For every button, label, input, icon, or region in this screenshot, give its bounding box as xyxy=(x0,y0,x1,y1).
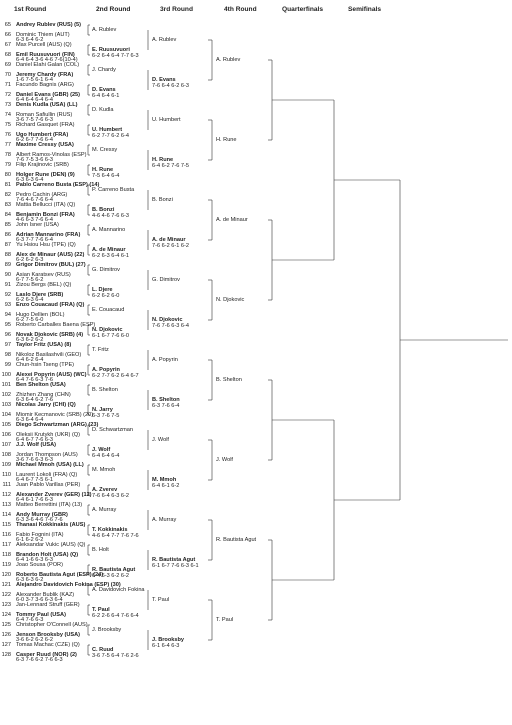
player-name: D. Evans xyxy=(92,87,116,93)
match-score: 6-3 6-3 6-2 xyxy=(16,577,44,584)
player-name: H. Rune xyxy=(216,137,237,143)
player-name: N. Djokovic xyxy=(152,317,183,323)
match-score: 6-2 6-3 6-4 6-1 xyxy=(92,253,130,259)
player-name: A. Popyrin xyxy=(152,357,178,363)
match-score: 6-1 6-4 6-3 xyxy=(152,643,180,649)
seed-number: 70 xyxy=(4,72,11,78)
player-name: Ugo Humbert (FRA) xyxy=(16,132,69,138)
seed-number: 117 xyxy=(2,542,11,548)
player-name: U. Humbert xyxy=(92,127,123,133)
seed-number: 67 xyxy=(4,42,11,48)
match-score: 6-4 6-4 6-1 xyxy=(92,93,120,99)
player-name: E. Ruusuvuori xyxy=(92,47,130,53)
seed-number: 93 xyxy=(4,302,11,308)
player-name: Pedro Cachin (ARG) xyxy=(16,192,68,198)
match-score: 1-6 7-5 6-1 6-4 xyxy=(16,77,54,84)
seed-number: 114 xyxy=(2,512,11,518)
player-name: J. Wolf xyxy=(152,437,169,443)
round-header-4: 4th Round xyxy=(224,6,257,13)
seed-number: 127 xyxy=(1,642,11,648)
player-name: Grigor Dimitrov (BUL) (27) xyxy=(16,262,86,268)
player-name: E. Couacaud xyxy=(92,307,125,313)
match-score: 6-2 7-5 6-0 xyxy=(16,317,44,324)
match-score: 7-6 6-2 6-1 6-2 xyxy=(152,243,190,249)
player-name: A. Rublev xyxy=(216,57,241,63)
match-score: 4-6 6-4 7-7 7-6 7-6 xyxy=(92,533,139,539)
player-name: Alexander Zverev (GER) (12) xyxy=(16,492,92,498)
player-name: A. Mannarino xyxy=(92,227,126,233)
seed-number: 104 xyxy=(1,412,11,418)
player-name: U. Humbert xyxy=(152,117,181,123)
player-name: B. Shelton xyxy=(216,377,242,383)
player-name: L. Djere xyxy=(92,287,113,293)
match-score: 7-6 6-4 6-2 6-3 xyxy=(152,83,190,89)
player-name: Ben Shelton (USA) xyxy=(16,382,66,388)
seed-number: 123 xyxy=(1,602,11,608)
player-name: N. Djokovic xyxy=(216,297,245,303)
round-header-2: 2nd Round xyxy=(96,6,131,13)
seed-number: 125 xyxy=(1,622,11,628)
player-name: Richard Gasquet (FRA) xyxy=(16,122,75,128)
match-score: 6-4 7-6 6-3 xyxy=(16,617,44,624)
match-score: 6-3 6-4 6-2 7-6 xyxy=(16,397,54,404)
seed-number: 116 xyxy=(2,532,11,538)
player-name: Nicolas Jarry (CHI) (Q) xyxy=(16,402,76,408)
player-name: D. Schwartzman xyxy=(92,427,134,433)
match-score: 6-4 6-3 6-2 6-2 xyxy=(92,573,130,579)
player-name: Chun-hsin Tseng (TPE) xyxy=(16,362,75,368)
seed-number: 65 xyxy=(4,22,11,28)
player-name: Michael Mmoh (USA) (LL) xyxy=(16,462,84,468)
match-score: 6-3 7-6 6-4 xyxy=(152,403,180,409)
round-header-6: Semifinals xyxy=(348,6,381,13)
player-name: Andy Murray (GBR) xyxy=(16,512,68,518)
player-name: Zizou Bergs (BEL) (Q) xyxy=(16,282,72,288)
player-name: R. Bautista Agut xyxy=(92,567,136,573)
seed-number: 81 xyxy=(4,182,11,188)
match-score: 6-2 6-2 6-0 xyxy=(92,293,120,299)
match-score: 6-3 7-6 6-2 7-6 6-3 xyxy=(16,657,63,664)
player-name: A. Rublev xyxy=(92,27,117,33)
player-name: B. Holt xyxy=(92,547,109,553)
player-name: Miomir Kecmanovic (SRB) (20) xyxy=(16,412,94,418)
seed-number: 98 xyxy=(4,352,11,358)
player-name: J. Brooksby xyxy=(152,637,185,643)
match-score: 6-4 6-4 6-4 xyxy=(92,453,120,459)
match-score: 3-6 7-5 6-4 7-6 2-6 xyxy=(92,653,139,659)
seed-number: 91 xyxy=(4,282,11,288)
match-score: 6-3 3-6 4-6 7-6 7-6 xyxy=(16,517,63,524)
player-name: Laurent Lokoli (FRA) (Q) xyxy=(16,472,78,478)
seed-number: 121 xyxy=(1,582,11,588)
player-name: M. Mmoh xyxy=(92,467,116,473)
round-header-3: 3rd Round xyxy=(160,6,193,13)
seed-number: 89 xyxy=(4,262,11,268)
seed-number: 76 xyxy=(4,132,11,138)
seed-number: 90 xyxy=(4,272,11,278)
match-score: 6-2 2-6 6-4 7-6 6-4 xyxy=(92,613,139,619)
seed-number: 126 xyxy=(1,632,11,638)
player-name: Roberto Carballes Baena (ESP) xyxy=(16,322,96,328)
player-name: Asian Karatsev (RUS) xyxy=(16,272,71,278)
match-score: 6-4 6-2 7-6 7-5 xyxy=(152,163,190,169)
player-name: C. Ruud xyxy=(92,647,114,653)
seed-number: 85 xyxy=(4,222,11,228)
player-name: B. Bonzi xyxy=(152,197,173,203)
match-score: 7-6 6-4 6-3 6-2 xyxy=(92,493,130,499)
seed-number: 69 xyxy=(4,62,11,68)
player-name: J. Chardy xyxy=(92,67,116,73)
match-score: 6-3 7-7 7-6 6-4 xyxy=(16,237,54,244)
player-name: Casper Ruud (NOR) (2) xyxy=(16,652,77,658)
seed-number: 77 xyxy=(4,142,11,148)
player-name: Matteo Berrettini (ITA) (13) xyxy=(16,502,83,508)
match-score: 6-2 7-7 6-2 6-4 6-7 xyxy=(92,373,139,379)
seed-number: 115 xyxy=(2,522,11,528)
player-name: J. Wolf xyxy=(92,447,111,453)
seed-number: 83 xyxy=(4,202,11,208)
match-score: 6-7 7-5 6-2 xyxy=(16,277,44,284)
match-score: 6-1 6-7 7-6 6-3 6-1 xyxy=(152,563,199,569)
seed-number: 113 xyxy=(2,502,11,508)
player-name: Laslo Djere (SRB) xyxy=(16,292,64,298)
player-name: Alexander Bublik (KAZ) xyxy=(16,592,75,598)
seed-number: 111 xyxy=(2,482,11,488)
player-name: P. Carreno Busta xyxy=(92,187,135,193)
player-name: Facundo Bagnis (ARG) xyxy=(16,82,74,88)
seed-number: 87 xyxy=(4,242,11,248)
player-name: Juan Pablo Varillas (PER) xyxy=(16,482,81,488)
seed-number: 75 xyxy=(4,122,11,128)
player-name: Joao Sousa (POR) xyxy=(16,562,63,568)
player-name: Nikoloz Basilashvili (GEO) xyxy=(16,352,82,358)
seed-number: 128 xyxy=(1,652,11,658)
player-name: Aleksandar Vukic (AUS) (Q) xyxy=(16,542,86,548)
match-score: 4-6 4-6 7-6 6-3 xyxy=(92,213,130,219)
player-name: R. Bautista Agut xyxy=(216,537,257,543)
player-name: A. de Minaur xyxy=(92,247,126,253)
round-header-5: Quarterfinals xyxy=(282,6,324,13)
match-score: 6-3 6-3 6-4 xyxy=(16,177,44,184)
player-name: T. Fritz xyxy=(92,347,109,353)
player-name: A. Rublev xyxy=(152,37,177,43)
seed-number: 74 xyxy=(4,112,11,118)
match-score: 6-2 6-4 6-4 7-7 6-3 xyxy=(92,53,139,59)
seed-number: 124 xyxy=(1,612,11,618)
player-name: Andrey Rublev (RUS) (5) xyxy=(16,22,81,28)
round-header-1: 1st Round xyxy=(14,6,47,13)
seed-number: 78 xyxy=(4,152,11,158)
seed-number: 99 xyxy=(4,362,11,368)
player-name: B. Shelton xyxy=(92,387,118,393)
seed-number: 84 xyxy=(4,212,11,218)
player-name: A. Murray xyxy=(152,517,177,523)
player-name: N. Djokovic xyxy=(92,327,123,333)
player-name: D. Evans xyxy=(152,77,176,83)
seed-number: 73 xyxy=(4,102,11,108)
seed-number: 68 xyxy=(4,52,11,58)
match-score: 6-0 3-7 3-6 6-3 6-4 xyxy=(16,597,63,604)
player-name: John Isner (USA) xyxy=(16,222,59,228)
match-score: 6-4 6-1 7-6 6-3 xyxy=(16,497,54,504)
player-name: Yu Hsiou Hsu (TPE) (Q) xyxy=(16,242,76,248)
match-score: 6-4 6-1 6-2 xyxy=(152,483,180,489)
player-name: D. Kudla xyxy=(92,107,114,113)
player-name: Zhizhen Zhang (CHN) xyxy=(16,392,71,398)
player-name: Max Purcell (AUS) (Q) xyxy=(16,42,72,48)
seed-number: 95 xyxy=(4,322,11,328)
player-name: Emil Ruusuvuori (FIN) xyxy=(16,52,75,58)
seed-number: 105 xyxy=(1,422,11,428)
seed-number: 100 xyxy=(1,372,11,378)
player-name: Roman Safiullin (RUS) xyxy=(16,112,73,118)
seed-number: 102 xyxy=(1,392,11,398)
seed-number: 79 xyxy=(4,162,11,168)
seed-number: 122 xyxy=(1,592,11,598)
match-score: 6-3 6-2 6-2 xyxy=(16,337,44,344)
player-name: J.J. Wolf (USA) xyxy=(16,442,56,448)
player-name: N. Jarry xyxy=(92,407,113,413)
match-score: 6-4 6-2 6-4 xyxy=(16,357,44,364)
player-name: A. Murray xyxy=(92,507,117,513)
player-name: A. de Minaur xyxy=(216,217,248,223)
match-score: 6-4 6-7 7-6 6-3 xyxy=(16,437,54,444)
player-name: Jan-Lennard Struff (GER) xyxy=(16,602,80,608)
player-name: Alexei Popyrin (AUS) (WC) xyxy=(16,372,87,378)
seed-number: 86 xyxy=(4,232,11,238)
player-name: Adrian Mannarino (FRA) xyxy=(16,232,81,238)
player-name: M. Mmoh xyxy=(152,477,177,483)
player-name: Maxime Cressy (USA) xyxy=(16,142,74,148)
match-score: 7-6 7-5 3-6 6-3 xyxy=(16,157,54,164)
seed-number: 66 xyxy=(4,32,11,38)
player-name: M. Cressy xyxy=(92,147,118,153)
match-score: 3-6 7-6 6-3 6-3 xyxy=(16,457,54,464)
player-name: A. Popyrin xyxy=(92,367,120,373)
player-name: Roberto Bautista Agut (ESP) (24) xyxy=(16,572,104,578)
match-score: 6-2 6-7 7-6 6-4 xyxy=(16,137,54,144)
match-score: 4-6 6-3 7-6 6-4 xyxy=(16,217,54,224)
match-score: 3-6 6-2 6-2 6-2 xyxy=(16,637,54,644)
player-name: Christopher O'Connell (AUS) xyxy=(16,622,88,628)
seed-number: 101 xyxy=(1,382,11,388)
player-name: T. Paul xyxy=(216,617,234,623)
player-name: T. Paul xyxy=(92,607,110,613)
seed-number: 88 xyxy=(4,252,11,258)
match-score: 7-6 7-6 6-3 6-4 xyxy=(152,323,190,329)
seed-number: 97 xyxy=(4,342,11,348)
player-name: Tommy Paul (USA) xyxy=(16,612,66,618)
seed-number: 118 xyxy=(2,552,11,558)
seed-number: 107 xyxy=(1,442,11,448)
seed-number: 109 xyxy=(1,462,11,468)
player-name: T. Paul xyxy=(152,597,170,603)
player-name: Jenson Brooksby (USA) xyxy=(16,632,81,638)
player-name: H. Rune xyxy=(92,167,114,173)
player-name: T. Kokkinakis xyxy=(92,527,128,533)
player-name: Tomas Machac (CZE) (Q) xyxy=(16,642,80,648)
match-score: 6-4 6-4 3-6 4-6 7-6(10-4) xyxy=(16,57,78,64)
seed-number: 71 xyxy=(4,82,11,88)
match-score: 6-1 6-7 7-6 6-0 xyxy=(92,333,130,339)
seed-number: 80 xyxy=(4,172,11,178)
match-score: 6-4 7-6 6-3 7-6 xyxy=(16,377,54,384)
player-name: Daniel Evans (GBR) (25) xyxy=(16,92,81,98)
match-score: 3-6 7-5 7-6 6-3 xyxy=(16,117,54,124)
match-score: 6-1 6-2 6-2 xyxy=(16,537,44,544)
player-name: A. de Minaur xyxy=(152,237,186,243)
player-name: J. Brooksby xyxy=(92,627,122,633)
player-name: G. Dimitrov xyxy=(152,277,180,283)
match-score: 6-4 1-6 6-3 6-3 xyxy=(16,557,54,564)
seed-number: 82 xyxy=(4,192,11,198)
seed-number: 96 xyxy=(4,332,11,338)
player-name: Diego Schwartzman (ARG) (23) xyxy=(16,422,99,428)
seed-number: 112 xyxy=(2,492,11,498)
player-name: Thanasi Kokkinakis (AUS) xyxy=(16,522,86,528)
match-score: 6-2 6-3 6-4 xyxy=(16,297,44,304)
seed-number: 103 xyxy=(1,402,11,408)
seed-number: 72 xyxy=(4,92,11,98)
player-name: A. Zverev xyxy=(92,487,118,493)
seed-number: 110 xyxy=(2,472,11,478)
player-name: Oleksii Krutykh (UKR) (Q) xyxy=(16,432,81,438)
player-name: Brandon Holt (USA) (Q) xyxy=(16,552,79,558)
seed-number: 108 xyxy=(1,452,11,458)
player-name: B. Shelton xyxy=(152,397,180,403)
seed-number: 94 xyxy=(4,312,11,318)
seed-number: 119 xyxy=(2,562,11,568)
player-name: Holger Rune (DEN) (9) xyxy=(16,172,75,178)
player-name: Mattia Bellucci (ITA) (Q) xyxy=(16,202,76,208)
player-name: Taylor Fritz (USA) (8) xyxy=(16,342,72,348)
seed-number: 106 xyxy=(1,432,11,438)
seed-number: 120 xyxy=(1,572,11,578)
player-name: Dominic Thiem (AUT) xyxy=(16,32,70,38)
player-name: A. Davidovich Fokina xyxy=(92,587,145,593)
match-score: 6-3 6-4 6-4 xyxy=(16,417,44,424)
player-name: R. Bautista Agut xyxy=(152,557,196,563)
player-name: Benjamin Bonzi (FRA) xyxy=(16,212,75,218)
player-name: Enzo Couacaud (FRA) (Q) xyxy=(16,302,85,308)
player-name: Fabio Fognini (ITA) xyxy=(16,532,64,538)
player-name: Jordan Thompson (AUS) xyxy=(16,452,78,458)
player-name: Alejandro Davidovich Fokina (ESP) (30) xyxy=(16,582,121,588)
player-name: Hugo Dellien (BOL) xyxy=(16,312,65,318)
player-name: Alex de Minaur (AUS) (22) xyxy=(16,252,85,258)
player-name: Jeremy Chardy (FRA) xyxy=(16,72,74,78)
player-name: G. Dimitrov xyxy=(92,267,120,273)
player-name: Filip Krajinovic (SRB) xyxy=(16,162,69,168)
match-score: 6-3 6-4 6-2 xyxy=(16,37,44,44)
player-name: J. Wolf xyxy=(216,457,233,463)
match-score: 6-4 6-7 7-5 6-1 xyxy=(16,477,54,484)
player-name: Daniel Elahi Galan (COL) xyxy=(16,62,80,68)
match-score: 6-4 6-4 6-4 6-4 xyxy=(16,97,54,104)
player-name: Pablo Carreno Busta (ESP) (14) xyxy=(16,182,100,188)
match-score: 6-2 6-2 6-3 xyxy=(16,257,44,264)
player-name: H. Rune xyxy=(152,157,174,163)
match-score: 6-3 7-6 7-5 xyxy=(92,413,120,419)
player-name: Denis Kudla (USA) (LL) xyxy=(16,102,78,108)
player-name: B. Bonzi xyxy=(92,207,115,213)
seed-number: 92 xyxy=(4,292,11,298)
match-score: 6-2 7-7 6-2 6-4 xyxy=(92,133,130,139)
player-name: Novak Djokovic (SRB) (4) xyxy=(16,332,84,338)
match-score: 7-5 6-4 6-4 xyxy=(92,173,120,179)
player-name: Albert Ramos-Vinolas (ESP) xyxy=(16,152,87,158)
match-score: 7-6 4-6 7-6 6-4 xyxy=(16,197,54,204)
